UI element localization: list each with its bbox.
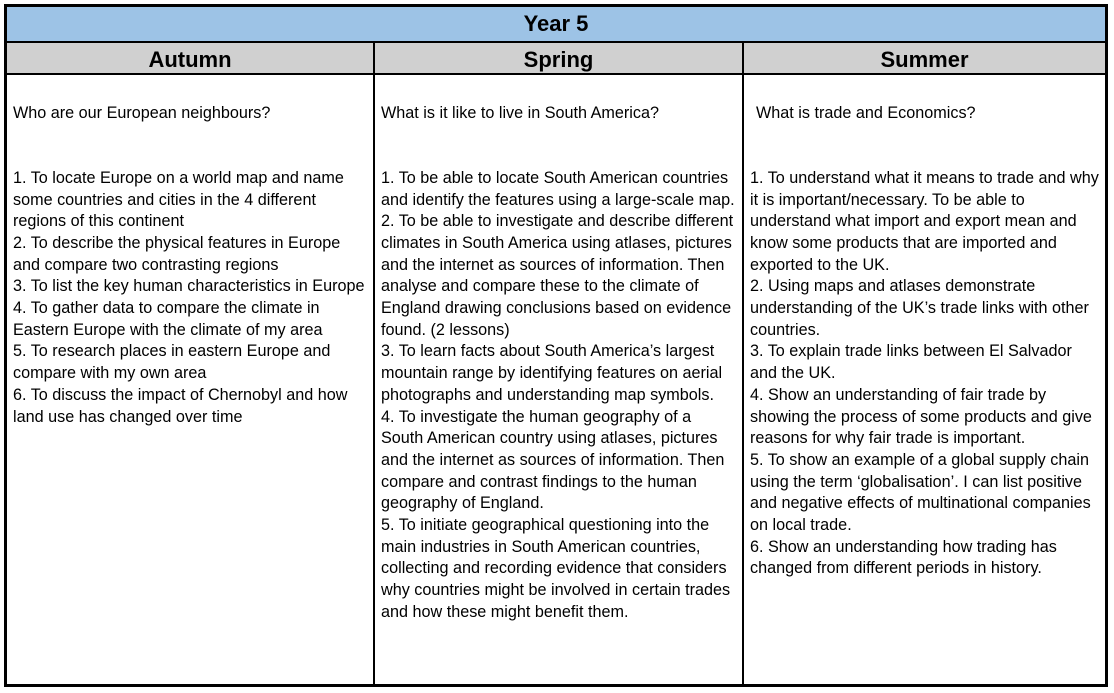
autumn-cell (7, 77, 373, 684)
column-header-autumn: Autumn (7, 43, 373, 75)
column-header-spring: Spring (375, 43, 742, 75)
spring-question: What is it like to live in South America? (381, 103, 660, 122)
summer-cell (744, 77, 1105, 684)
summer-objectives: 1. To understand what it means to trade and why it is important/necessary. To be able to understand what import and export mean and know some products that are imported and exported to the UK. 2. Using maps and atlases demonstrate understanding of the UK’s trade links with other countries. 3. To explain trade links between El Salvador and the UK. 4. Show an understanding of fair trade by showing the process of some products and give reasons for why fair trade is important. 5. To show an example of a global supply chain using the term ‘globalisation’. I can list positive and negative effects of multinational companies on local trade. 6. Show an understanding how trading has changed from different periods in history. (750, 168, 1099, 578)
column-header-summer: Summer (744, 43, 1105, 75)
autumn-objectives: 1. To locate Europe on a world map and name some countries and cities in the 4 different regions of this continent 2. To describe the physical features in Europe and compare two contrasting regions 3. To list the key human characteristics in Europe 4. To gather data to compare the climate in Eastern Europe with the climate of my area 5. To research places in eastern Europe and compare with my own area 6. To discuss the impact of Chernobyl and how land use has changed over time (13, 168, 365, 426)
year-title: Year 5 (7, 7, 1105, 43)
spring-cell (375, 77, 742, 684)
curriculum-table (4, 4, 1108, 687)
spring-objectives: 1. To be able to locate South American countries and identify the features using a large-scale map. 2. To be able to investigate and describe different climates in South America using atlases, pictures and the internet as sources of information. Then analyse and compare these to the climate of England drawing conclusions based on evidence found. (2 lessons) 3. To learn facts about South America’s largest mountain range by identifying features on aerial photographs and understanding map symbols. 4. To investigate the human geography of a South American country using atlases, pictures and the internet as sources of information. Then compare and contrast findings to the human geography of England. 5. To initiate geographical questioning into the main industries in South American countries, collecting and recording evidence that considers why countries might be involved in certain trades and how these might benefit them. (381, 168, 735, 621)
summer-question: What is trade and Economics? (756, 103, 976, 122)
autumn-question: Who are our European neighbours? (13, 103, 271, 122)
